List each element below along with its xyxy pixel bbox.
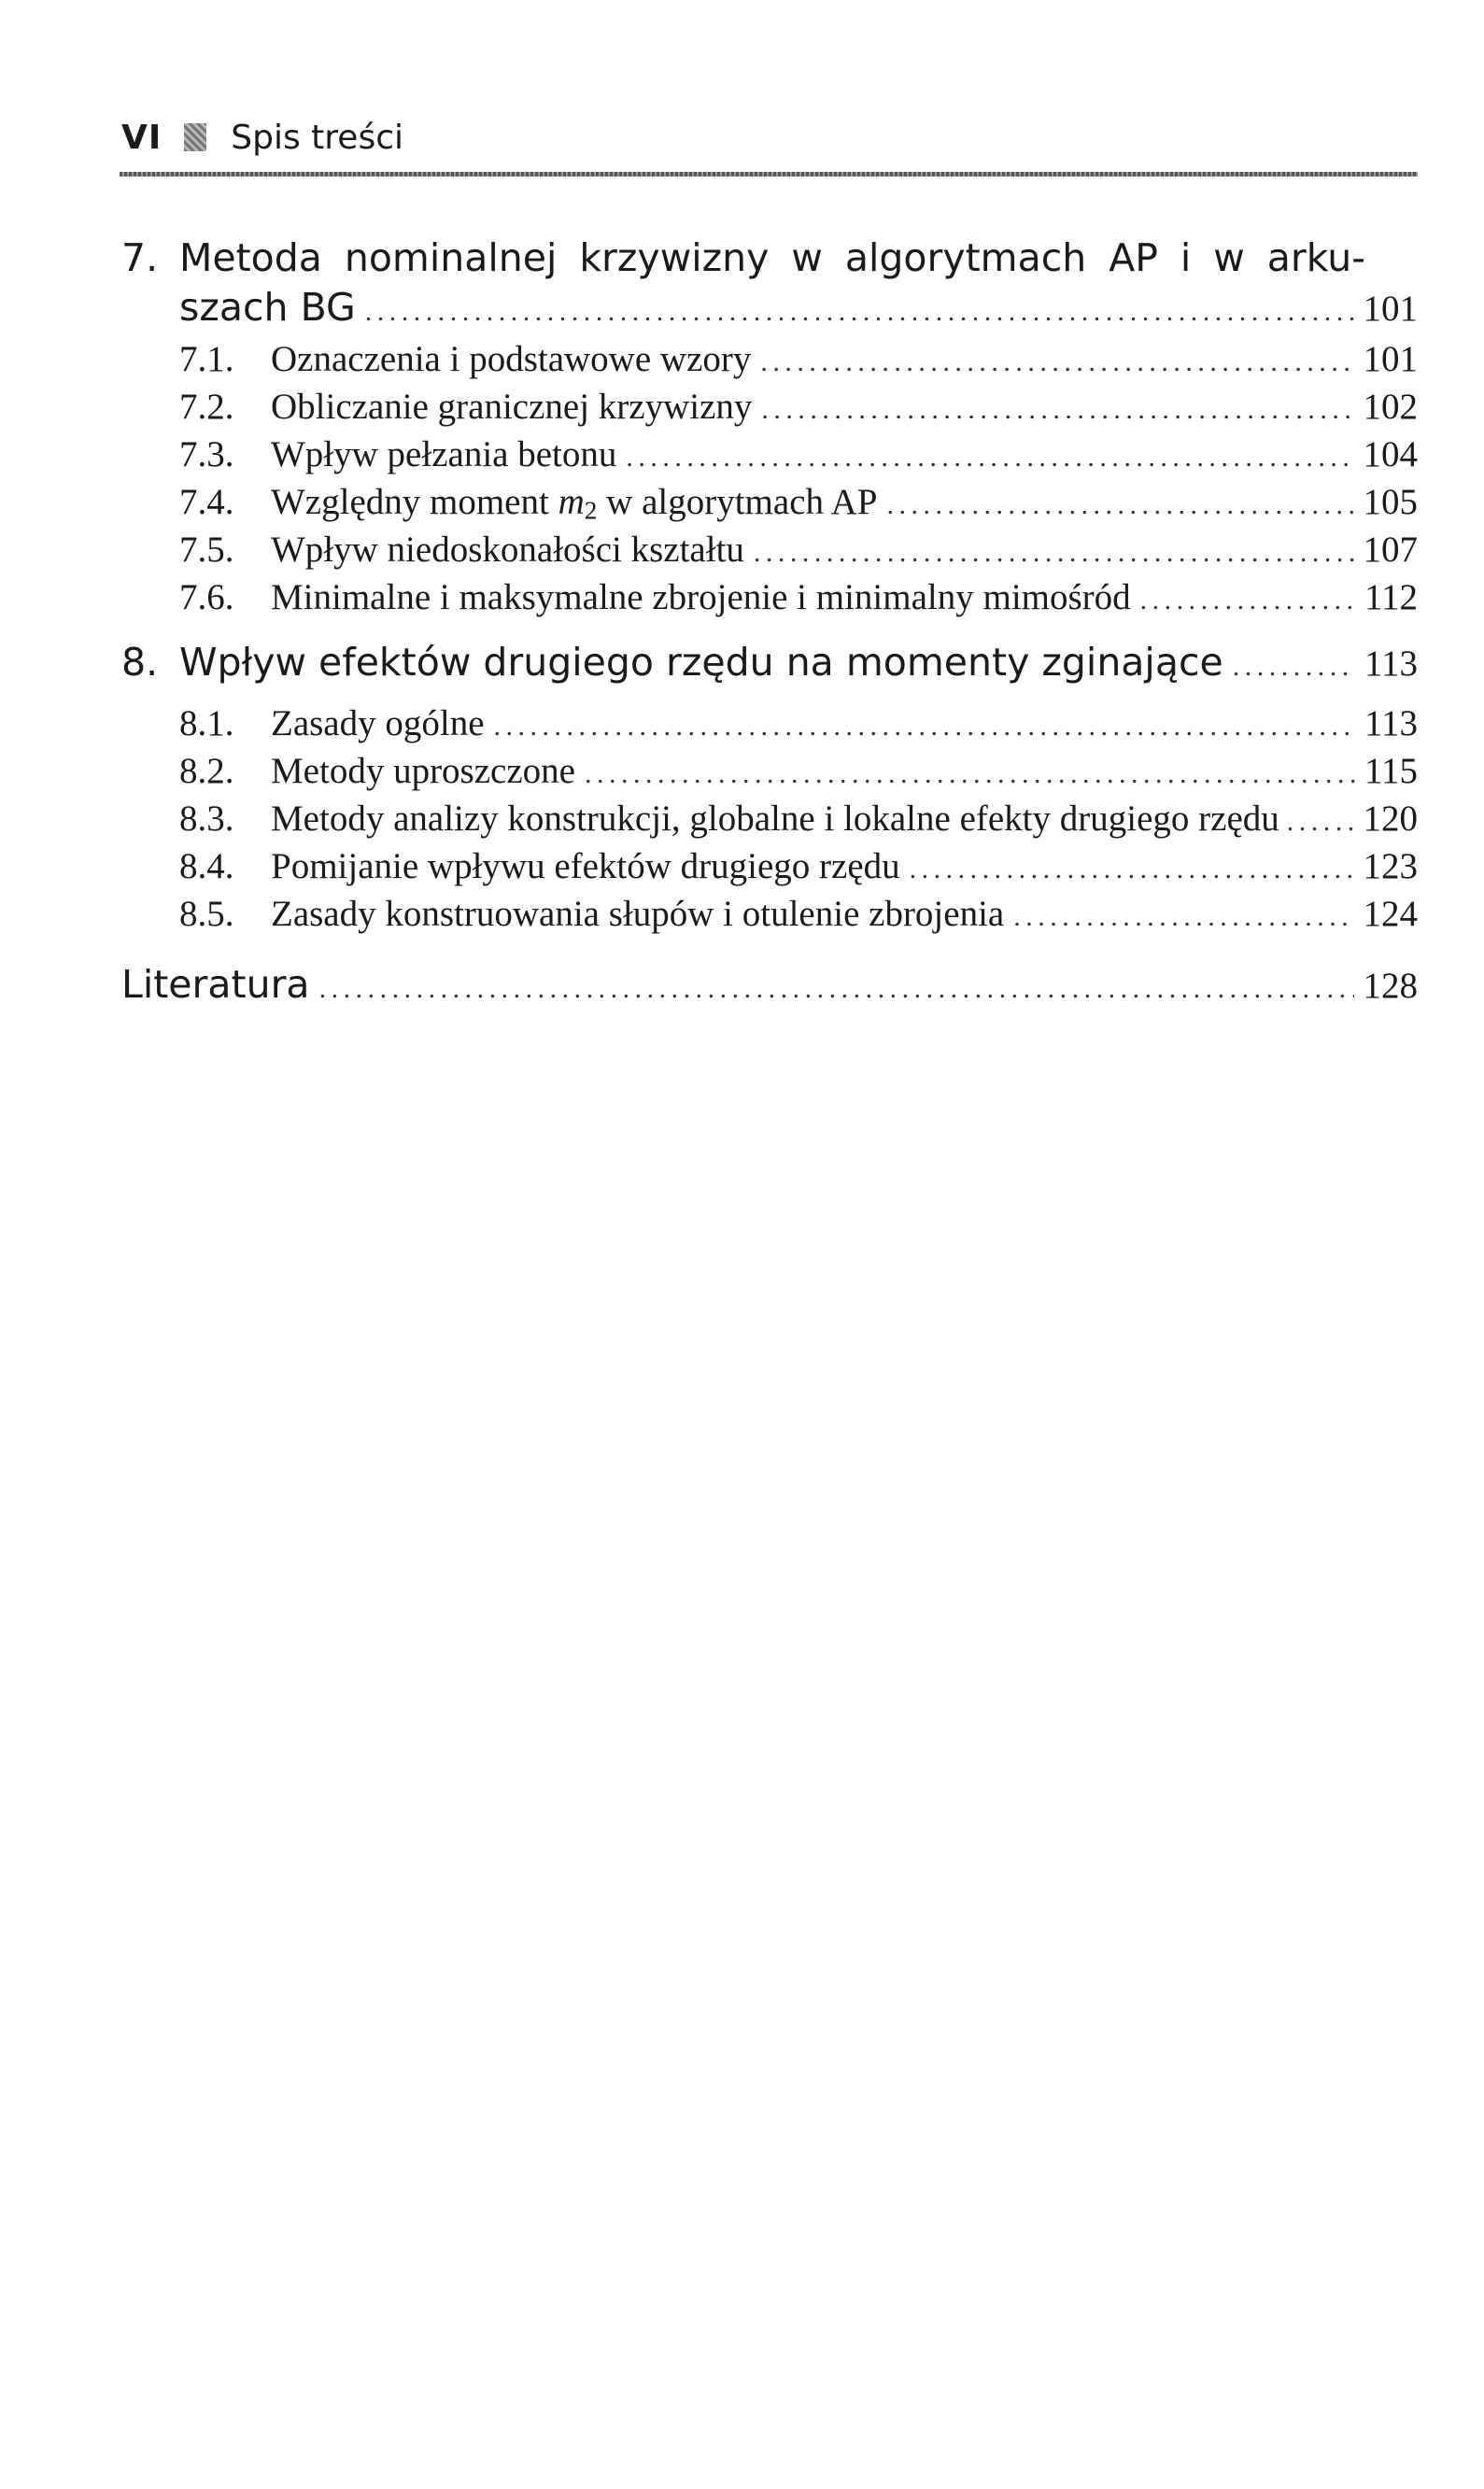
toc-chapter-number: 8.: [121, 640, 159, 685]
toc-page-number: 104: [1363, 434, 1418, 474]
dot-leader: [754, 537, 1354, 569]
toc-section-number: 7.4.: [179, 482, 234, 522]
toc-section-number: 8.1.: [179, 703, 234, 743]
toc-section-number: 8.5.: [179, 894, 234, 934]
toc-page-number: 120: [1363, 799, 1418, 839]
toc-section-7-4[interactable]: [179, 481, 1418, 525]
title-part: w algorytmach AP: [597, 482, 878, 522]
toc-section-8-2[interactable]: [179, 750, 1418, 792]
toc-section-number: 8.2.: [179, 751, 234, 791]
running-head-title: Spis treści: [231, 118, 403, 157]
toc-section-number: 8.4.: [179, 846, 234, 886]
toc-page-number: 123: [1363, 846, 1418, 886]
toc-section-number: 7.2.: [179, 387, 234, 427]
toc-section-7-3[interactable]: [179, 433, 1418, 475]
toc-page-number: 115: [1364, 751, 1418, 791]
toc-chapter-7-line2[interactable]: [179, 285, 1418, 330]
toc-section-title: Wpływ niedoskonałości kształtu: [271, 530, 744, 570]
toc-section-title: Pomijanie wpływu efektów drugiego rzędu: [271, 846, 900, 886]
toc-section-title: Minimalne i maksymalne zbrojenie i minimalny mimośród: [271, 577, 1131, 617]
dot-leader: [760, 346, 1353, 378]
dot-leader: [886, 489, 1353, 521]
header-rule: [120, 172, 1418, 177]
math-subscript: 2: [584, 496, 598, 525]
dot-leader: [585, 758, 1355, 790]
dot-leader: [1287, 806, 1356, 838]
toc-section-title: Obliczanie granicznej krzywizny: [271, 387, 753, 427]
toc-section-number: 7.5.: [179, 530, 234, 570]
toc-section-7-5[interactable]: [179, 529, 1418, 571]
toc-page-number: 124: [1363, 894, 1418, 934]
toc-chapter-title-line1: Metoda nominalnej krzywizny w algorytmach AP i w arku-: [179, 235, 1365, 280]
toc-section-number: 8.3.: [179, 799, 234, 839]
toc-section-7-2[interactable]: [179, 386, 1418, 428]
dot-leader: [1140, 585, 1355, 616]
dot-leader: [761, 394, 1353, 426]
page-folio: VI: [121, 118, 163, 157]
toc-section-title: Zasady ogólne: [271, 703, 485, 743]
toc-section-8-5[interactable]: [179, 893, 1418, 935]
toc-section-title: Wpływ pełzania betonu: [271, 434, 617, 474]
toc-section-title: [271, 481, 877, 525]
toc-section-title: Zasady konstruowania słupów i otulenie zbrojenia: [271, 894, 1005, 934]
toc-section-number: 7.6.: [179, 577, 234, 617]
dot-leader: [1013, 901, 1353, 933]
math-symbol-m: m: [558, 482, 585, 522]
toc-page-number: 101: [1363, 289, 1418, 329]
toc-page-number: 113: [1364, 703, 1418, 743]
dot-leader: [494, 711, 1355, 742]
dot-leader: [319, 973, 1354, 1005]
toc-section-7-6[interactable]: [179, 576, 1418, 618]
running-head: [121, 114, 403, 161]
toc-section-7-1[interactable]: [179, 338, 1418, 380]
toc-section-title: Metody uproszczone: [271, 751, 575, 791]
toc-literatura-title: Literatura: [121, 962, 310, 1007]
toc-page-number: 107: [1363, 530, 1418, 570]
dot-leader: [910, 854, 1354, 885]
toc-literatura[interactable]: [121, 962, 1418, 1007]
title-part: Względny moment: [271, 482, 558, 522]
toc-chapter-number: 7.: [121, 235, 159, 280]
toc-chapter-7-line1[interactable]: [121, 235, 1365, 280]
toc-section-title: Metody analizy konstrukcji, globalne i lokalne efekty drugiego rzędu: [271, 799, 1279, 839]
toc-section-number: 7.3.: [179, 434, 234, 474]
toc-page-number: 112: [1364, 577, 1418, 617]
toc-page-number: 105: [1363, 482, 1418, 522]
dot-leader: [626, 442, 1353, 474]
toc-page-number: 101: [1363, 339, 1418, 379]
toc-page-number: 102: [1363, 387, 1418, 427]
toc-page-number: 113: [1364, 643, 1418, 684]
dot-leader: [365, 296, 1354, 328]
toc-chapter-title-line2: szach BG: [179, 285, 356, 330]
toc-chapter-title: Wpływ efektów drugiego rzędu na momenty zginające: [179, 640, 1223, 685]
toc-section-title: Oznaczenia i podstawowe wzory: [271, 339, 752, 379]
toc-page-number: 128: [1363, 966, 1418, 1006]
toc-section-8-3[interactable]: [179, 798, 1418, 840]
header-square-ornament: [184, 123, 206, 151]
toc-section-8-1[interactable]: [179, 702, 1418, 744]
toc-section-8-4[interactable]: [179, 845, 1418, 887]
dot-leader: [1233, 651, 1355, 683]
toc-chapter-8[interactable]: [121, 640, 1418, 685]
toc-section-number: 7.1.: [179, 339, 234, 379]
